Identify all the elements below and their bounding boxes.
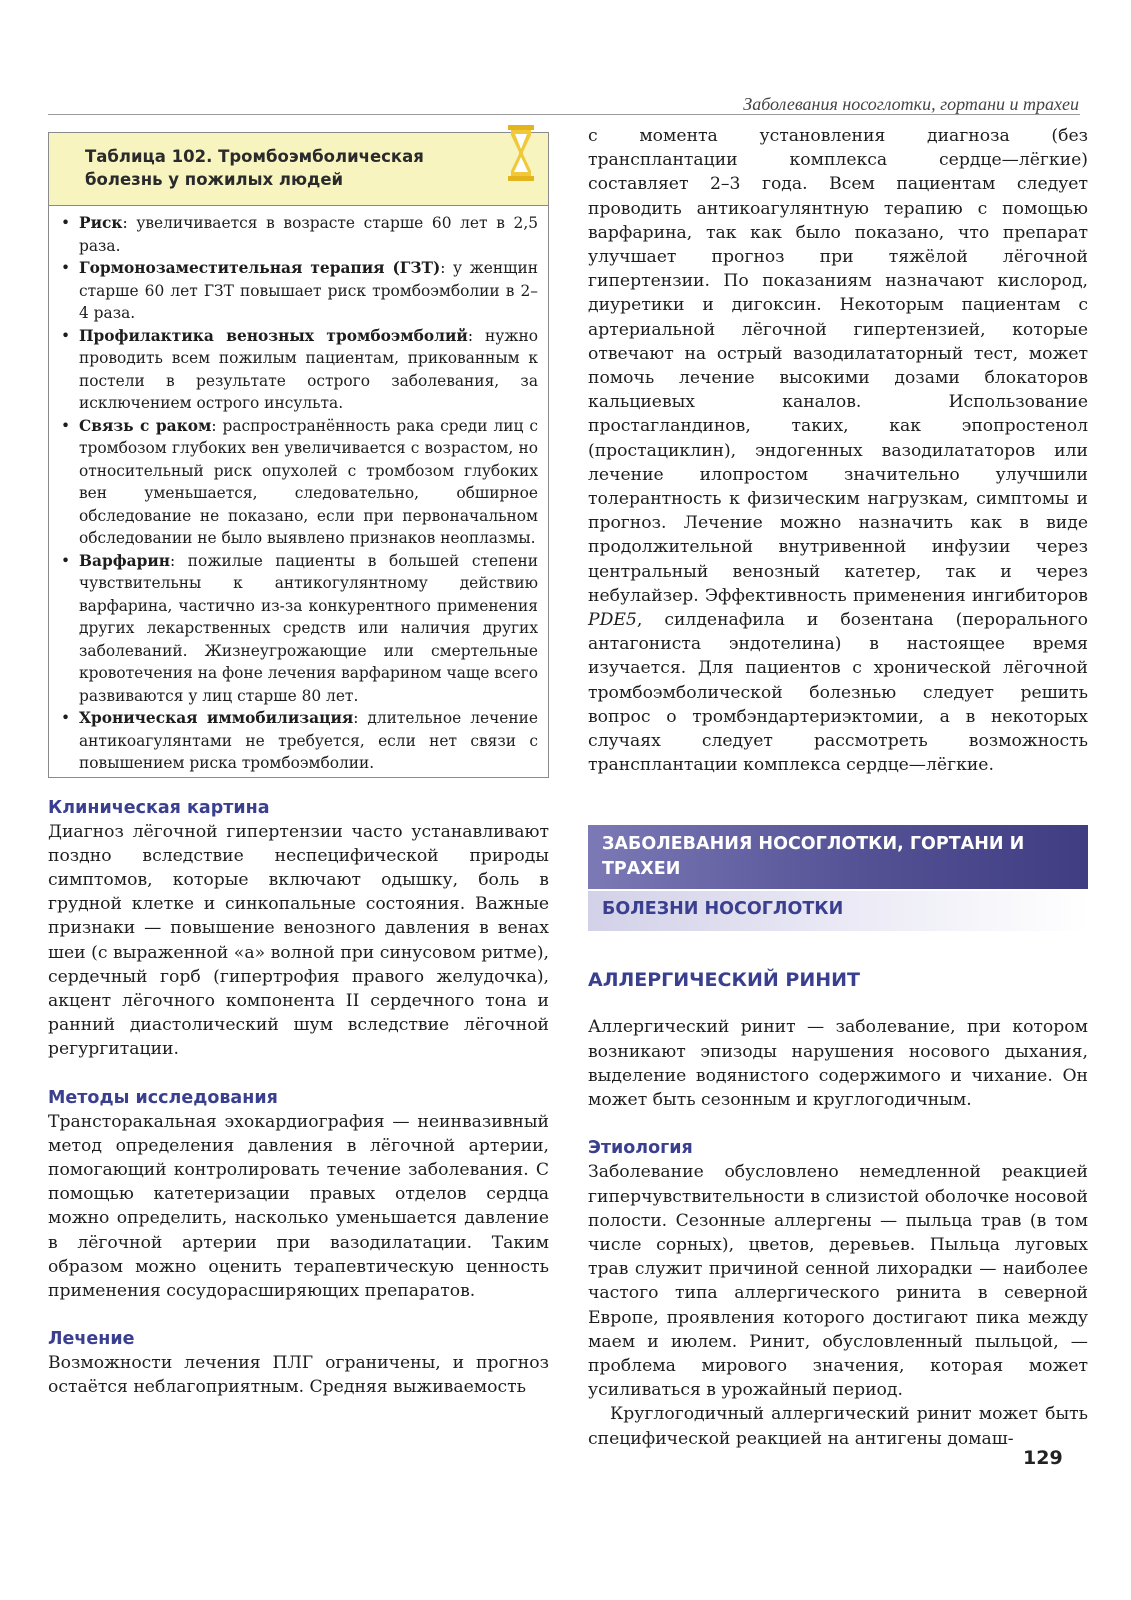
table-102-box (48, 132, 549, 778)
table-list (49, 206, 548, 777)
etiology-heading: Этиология (588, 1138, 693, 1159)
rhinitis-heading: АЛЛЕРГИЧЕСКИЙ РИНИТ (588, 969, 860, 992)
running-head: Заболевания носоглотки, гортани и трахеи (743, 94, 1079, 114)
left-column (48, 132, 549, 1400)
list-item: • Профилактика венозных тромбоэмболий: нужно проводить всем пожилым пациентам, прикованным к постели в результате острого заболевания, за исключением острого инсульта. (61, 325, 538, 415)
treatment-continuation: с момента установления диагноза (без трансплантации комплекса сердце—лёгкие) составляет 2–3 года. Всем пациентам следует проводить антикоагулянтную терапию с помощью варфарина, так как было показано, что препарат улучшает прогноз при тяжёлой лёгочной гипертензии. По показаниям назначают кислород, диуретики и дигоксин. Некоторым пациентам с артериальной лёгочной гипертензией, которые отвечают на острый вазодилататорный тест, может помочь лечение высокими дозами блокаторов кальциевых каналов. Использование простагландинов, таких, как эпопростенол (простациклин), эндогенных вазодилататоров или лечение илопростом значительно улучшили толерантность к физическим нагрузкам, симптомы и прогноз. Лечение можно назначить как в виде продолжительной внутривенной инфузии через центральный венозный катетер, так и через небулайзер. Эффективность применения ингибиторов PDE5, силденафила и бозентана (перорального антагониста эндотелина) в настоящее время изучается. Для пациентов с хронической лёгочной тромбоэмболической болезнью следует решить вопрос о тромбэндартериэктомии, а в некоторых случаях следует рассмотреть возможность трансплантации комплекса сердце—лёгкие. (588, 126, 1088, 776)
etiology-paragraph: Заболевание обусловлено немедленной реакцией гиперчувствительности в слизистой оболочке носовой полости. Сезонные аллергены — пыльца трав (в том числе сорных), цветов, деревьев. Пыльца луговых трав служит причиной сенной лихорадки — наиболее частого типа аллергического ринита в северной Европе, проявления которого достигают пика между маем и июлем. Ринит, обусловленный пыльцой, — проблема мирового значения, которая может усиливаться в урожайный период. (588, 1162, 1088, 1401)
right-column (588, 124, 1088, 1451)
header-rule (48, 114, 1080, 115)
table-title: Таблица 102. Тромбоэмболическая болезнь у пожилых людей (85, 147, 424, 189)
treatment-paragraph: Возможности лечения ПЛГ ограничены, и прогноз остаётся неблагоприятным. Средняя выживаемость (48, 1353, 549, 1398)
methods-heading: Методы исследования (48, 1087, 278, 1108)
page-number: 129 (1023, 1447, 1063, 1469)
list-item: • Связь с раком: распространённость рака среди лиц с тромбозом глубоких вен увеличивается с возрастом, но относительный риск опухолей с тромбозом глубоких вен уменьшается, следовательно, обширное обследование не показано, если при первоначальном обследовании не было выявлено признаков неоплазмы. (61, 415, 538, 550)
list-item: • Варфарин: пожилые пациенты в большей степени чувствительны к антикогулянтному действию варфарина, частично из-за конкурентного применения других лекарственных средств или наличия других заболеваний. Жизнеугрожающие или смертельные кровотечения на фоне лечения варфарином чаще всего развиваются у лиц старше 80 лет. (61, 550, 538, 708)
clinical-heading: Клиническая картина (48, 797, 270, 818)
perennial-paragraph: Круглогодичный аллергический ринит может быть специфической реакцией на антигены домаш- (588, 1404, 1088, 1449)
section-band (588, 825, 1088, 889)
list-item: • Хроническая иммобилизация: длительное лечение антикоагулянтами не требуется, если нет связи с повышением риска тромбоэмболии. (61, 707, 538, 775)
clinical-paragraph: Диагноз лёгочной гипертензии часто устанавливают поздно вследствие неспецифической природы симптомов, которые включают одышку, боль в грудной клетке и синкопальные состояния. Важные признаки — повышение венозного давления в венах шеи (с выраженной «а» волной при синусовом ритме), сердечный горб (гипертрофия правого желудочка), акцент лёгочного компонента II сердечного тона и ранний диастолический шум вследствие лёгочной регургитации. (48, 821, 549, 1060)
hourglass-icon (508, 125, 534, 181)
treatment-heading: Лечение (48, 1329, 135, 1350)
section-title: ЗАБОЛЕВАНИЯ НОСОГЛОТКИ, ГОРТАНИ И ТРАХЕИ (602, 834, 1025, 880)
methods-paragraph: Трансторакальная эхокардиография — неинвазивный метод определения давления в лёгочной артерии, помогающий контролировать течение заболевания. С помощью катетеризации правых отделов сердца можно определить, насколько уменьшается давление в лёгочной артерии при вазодилатации. Таким образом можно оценить терапевтическую ценность применения сосудорасширяющих препаратов. (48, 1111, 549, 1301)
list-item: • Гормонозаместительная терапия (ГЗТ): у женщин старше 60 лет ГЗТ повышает риск тромбоэмболии в 2–4 раза. (61, 257, 538, 325)
subsection-band (588, 889, 1088, 931)
subsection-title: БОЛЕЗНИ НОСОГЛОТКИ (602, 899, 844, 920)
table-header (49, 133, 548, 206)
list-item: • Риск: увеличивается в возрасте старше 60 лет в 2,5 раза. (61, 212, 538, 257)
rhinitis-paragraph: Аллергический ринит — заболевание, при котором возникают эпизоды нарушения носового дыхания, выделение водянистого содержимого и чихание. Он может быть сезонным и круглогодичным. (588, 1017, 1088, 1111)
